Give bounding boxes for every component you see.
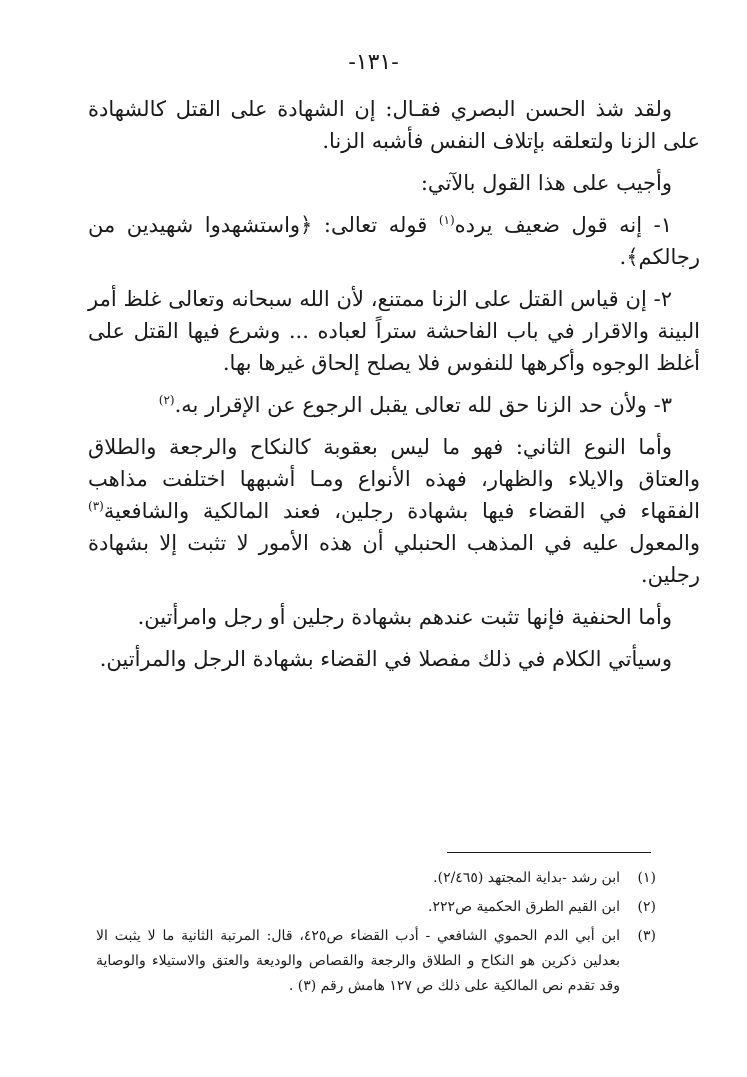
paragraph-point-1: [88, 209, 700, 273]
footnote-separator: [447, 852, 651, 853]
footnote-number: (٣): [637, 928, 656, 944]
paragraph-reply-intro: وأجيب على هذا القول بالآتي:: [420, 171, 672, 195]
footnote-2: [96, 895, 656, 920]
footnote-mark-2[interactable]: (٢): [158, 393, 175, 407]
second-type-text: وأما النوع الثاني: فهو ما ليس بعقوبة كالنكاح والرجعة والطلاق والعتاق والايلاء والظهار، فهذه الأنواع ومـا أشبهها اختلفت مذاهب الفقهاء في القضاء فيها بشهادة رجلين، فعند المالكية والشافعية: [88, 435, 700, 523]
footnote-mark-1[interactable]: (١): [438, 213, 455, 227]
point-1-text: ١- إنه قول ضعيف يرده: [454, 213, 673, 237]
footnote-text: ابن أبي الدم الحموي الشافعي - أدب القضاء ص٤٢٥، قال: المرتبة الثانية ما لا يثبت الا بعدلين ذكرين هو النكاح و الطلاق والرجعة والقصاص والوديعة والعتق والاستيلاء والوصاية وقد تقدم نص المالكية على ذلك ص ١٢٧ هامش رقم (٣) .: [96, 928, 620, 994]
footnote-1: [96, 866, 656, 891]
paragraph-point-2: ٢- إن قياس القتل على الزنا ممتنع، لأن الله سبحانه وتعالى غلظ أمر البينة والاقرار في باب الفاحشة ستراً لعباده ... وشرع فيها القتل على أغلظ الوجوه وأكرهها للنفوس فلا يصلح إلحاق غيرها بها.: [88, 287, 700, 375]
footnote-number: (٢): [637, 899, 656, 915]
body-text: [88, 93, 700, 685]
paragraph-point-3: [88, 389, 700, 421]
page-number: -١٣١-: [348, 50, 399, 75]
paragraph-hasan-basri: ولقد شذ الحسن البصري فقـال: إن الشهادة على القتل كالشهادة على الزنا ولتعلقه بإتلاف النفس فأشبه الزنا.: [88, 97, 700, 153]
footnote-text: ابن رشد -بداية المجتهد (٢/٤٦٥).: [433, 870, 620, 886]
footnote-number: (١): [637, 870, 656, 886]
paragraph-later-discussion: وسيأتي الكلام في ذلك مفصلا في القضاء بشهادة الرجل والمرأتين.: [99, 647, 672, 671]
footnote-text: ابن القيم الطرق الحكمية ص٢٢٢.: [428, 899, 620, 915]
footnote-mark-3[interactable]: (٣): [88, 499, 104, 513]
footnote-3: [96, 924, 656, 999]
point-3-text: ٣- ولأن حد الزنا حق لله تعالى يقبل الرجوع عن الإقرار به.: [174, 393, 672, 417]
paragraph-hanafi: وأما الحنفية فإنها تثبت عندهم بشهادة رجلين أو رجل وامرأتين.: [137, 605, 672, 629]
hanbali-text: والمعول عليه في المذهب الحنبلي أن هذه الأمور لا تثبت إلا بشهادة رجلين.: [88, 531, 700, 587]
point-1-quran-quote: قوله تعالى: ﴿واستشهدوا شهيدين من رجالكم﴾.: [88, 213, 700, 269]
paragraph-second-type: [88, 431, 700, 591]
footnotes: [96, 866, 656, 1003]
